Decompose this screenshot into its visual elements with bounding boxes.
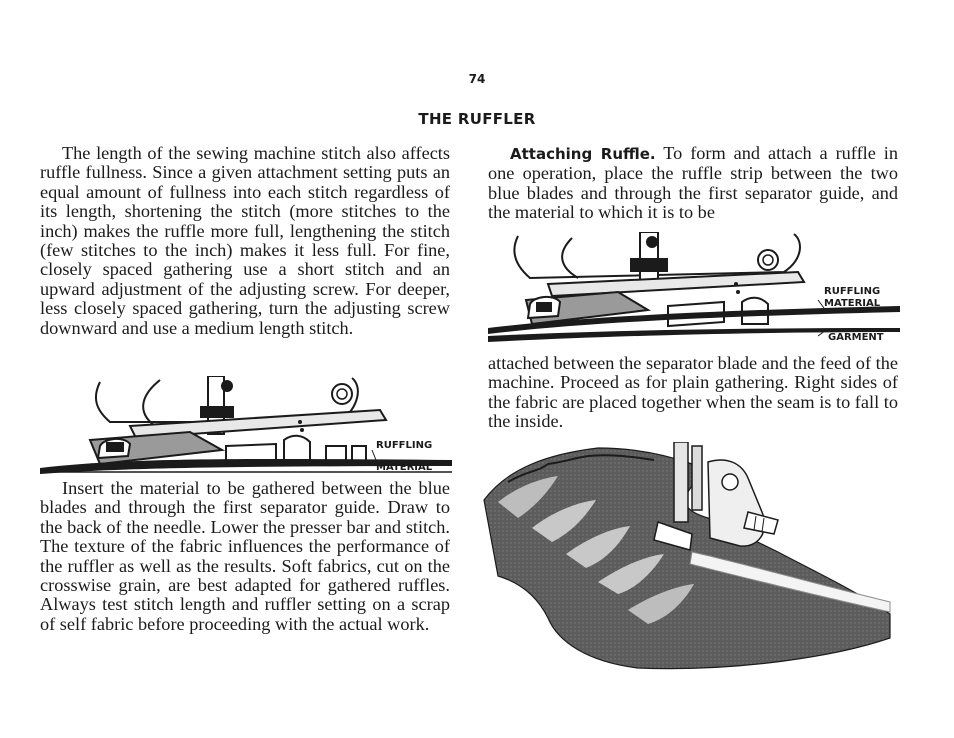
right-paragraph-1-text: To form and attach a ruffle in one operation, place the ruffle strip between the two blue blades and through the first separator guide, and the material to which it is to be bbox=[488, 143, 898, 223]
page-title: THE RUFFLER bbox=[418, 110, 536, 128]
left-paragraph-2: Insert the material to be gathered between the blue blades and through the first separator guide. Draw to the back of the needle. Lower the presser bar and stitch. The texture of the fabric influences the performance of the ruffler as well as the results. Soft fabrics, cut on the crosswise grain, are best adapted for gathered ruffles. Always test stitch length and ruffler setting on a scrap of self fabric before proceeding with the actual work. bbox=[40, 478, 450, 634]
attaching-ruffle-heading: Attaching Ruffle. bbox=[510, 145, 656, 163]
figure-2-label-garment: GARMENT bbox=[828, 332, 884, 343]
ruffler-attachment-illustration bbox=[40, 376, 452, 480]
left-paragraph-1: The length of the sewing machine stitch also affects ruffle fullness. Since a given attachment setting puts an equal amount of fullness into each stitch regardless of its length, shortening the stitch (more stitches to the inch) makes the ruffle more full, lengthening the stitch (few stitches to the inch) makes it less full. For fine, closely spaced gathering use a short stitch and an upward adjustment of the adjusting screw. For deeper, less closely spaced gathering, turn the adjusting screw downward and use a medium length stitch. bbox=[40, 143, 450, 338]
right-paragraph-2: attached between the separator blade and the feed of the machine. Proceed as for plain gathering. Right sides of the fabric are placed together when the seam is to fall to the inside. bbox=[488, 353, 898, 432]
page-number: 74 bbox=[468, 72, 486, 86]
right-paragraph-1 bbox=[488, 144, 898, 223]
attaching-ruffle-illustration bbox=[488, 232, 900, 348]
figure-2-label-material: MATERIAL bbox=[824, 298, 881, 309]
figure-1-label-ruffling: RUFFLING bbox=[376, 440, 433, 451]
figure-1-label-material: MATERIAL bbox=[376, 462, 433, 473]
ruffle-sewing-svg bbox=[478, 442, 898, 678]
ruffle-sewing-photo bbox=[478, 442, 898, 678]
figure-2-label-ruffling: RUFFLING bbox=[824, 286, 881, 297]
